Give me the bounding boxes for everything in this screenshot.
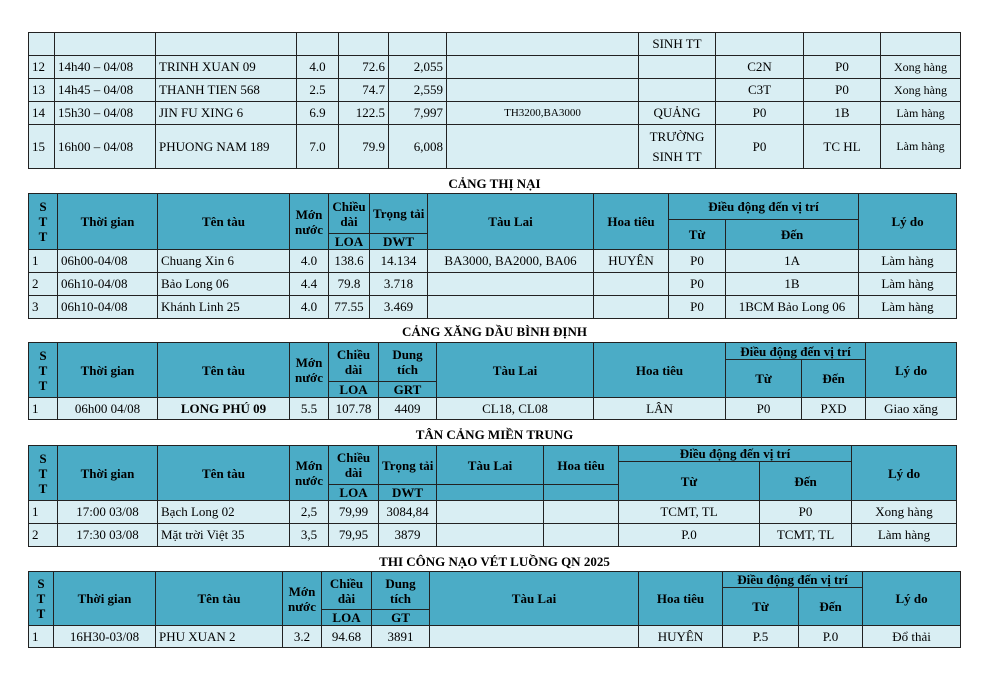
to-cell: P0: [760, 501, 852, 524]
capacity-unit-header: DWT: [379, 485, 437, 501]
capacity-header: Trọng tải: [370, 194, 428, 234]
draft-cell: 6.9: [297, 102, 339, 125]
reason-cell: Làm hàng: [852, 524, 957, 547]
from-cell: C2N: [716, 56, 804, 79]
ship-cell: Chuang Xin 6: [158, 250, 290, 273]
capacity-unit-header: DWT: [370, 234, 428, 250]
loa-cell: 79,95: [329, 524, 379, 547]
reason-cell: Xong hàng: [881, 56, 961, 79]
time-cell: 06h10-04/08: [58, 296, 158, 319]
move-header: Điều động đến vị trí: [726, 343, 866, 360]
draft-cell: 4.0: [290, 250, 329, 273]
draft-cell: 2,5: [290, 501, 329, 524]
section-title: THI CÔNG NẠO VÉT LUỒNG QN 2025: [379, 554, 610, 569]
tug-header-blank: [437, 485, 544, 501]
section-table: [28, 342, 957, 420]
stt-cell: 2: [29, 273, 58, 296]
draft-cell: 4.0: [290, 296, 329, 319]
from-header: Từ: [669, 220, 726, 250]
draft-header: Mớn nước: [283, 572, 322, 626]
draft-cell: 2.5: [297, 79, 339, 102]
time-cell: 06h00 04/08: [58, 398, 158, 420]
reason-header: Lý do: [859, 194, 957, 250]
pilot-line: TRƯỜNG: [649, 128, 705, 144]
to-header: Đến: [802, 360, 866, 398]
section-table: [28, 571, 961, 648]
stt-cell: 13: [29, 79, 55, 102]
pilot-cell: [639, 79, 716, 102]
to-header: Đến: [726, 220, 859, 250]
draft-header: Mớn nước: [290, 343, 329, 398]
length-header: Chiều dài: [322, 572, 372, 610]
from-cell: P0: [716, 125, 804, 169]
time-cell: 16H30-03/08: [54, 626, 156, 648]
to-cell: P0: [804, 79, 881, 102]
stt-cell: 3: [29, 296, 58, 319]
from-cell: TCMT, TL: [619, 501, 760, 524]
pilot-cell: [639, 125, 716, 169]
move-header: Điều động đến vị trí: [619, 446, 852, 462]
tug-cell: BA3000, BA2000, BA06: [428, 250, 594, 273]
loa-cell: 79,99: [329, 501, 379, 524]
from-header: Từ: [723, 588, 799, 626]
time-cell: 15h30 – 04/08: [55, 102, 156, 125]
section-title: CẢNG THỊ NẠI: [448, 176, 541, 191]
loa-cell: 138.6: [329, 250, 370, 273]
draft-cell: 4.4: [290, 273, 329, 296]
ship-header: Tên tàu: [158, 446, 290, 501]
reason-cell: Xong hàng: [852, 501, 957, 524]
tug-header: Tàu Lai: [437, 343, 594, 398]
reason-cell: Làm hàng: [859, 250, 957, 273]
pilot-cell: LÂN: [594, 398, 726, 420]
to-cell: P.0: [799, 626, 863, 648]
stt-cell: 1: [29, 398, 58, 420]
stt-header: S T T: [29, 343, 58, 398]
capacity-unit-header: GT: [372, 610, 430, 626]
stt-cell: 1: [29, 501, 58, 524]
capacity-header: Trọng tải: [379, 446, 437, 485]
from-cell: P0: [669, 250, 726, 273]
from-cell: P0: [669, 296, 726, 319]
reason-cell: Xong hàng: [881, 79, 961, 102]
ship-cell: Khánh Linh 25: [158, 296, 290, 319]
pilot-cell: [594, 296, 669, 319]
reason-cell: Giao xăng: [866, 398, 957, 420]
ship-header: Tên tàu: [158, 194, 290, 250]
section-title: CẢNG XĂNG DẦU BÌNH ĐỊNH: [402, 324, 587, 339]
to-cell: PXD: [802, 398, 866, 420]
table-row: [29, 33, 961, 56]
tug-cell: [447, 125, 639, 169]
capacity-cell: 3891: [372, 626, 430, 648]
stt-cell: 14: [29, 102, 55, 125]
capacity-header: Dung tích: [379, 343, 437, 382]
top-schedule-table: [28, 32, 961, 169]
from-header: Từ: [619, 462, 760, 501]
from-header: Từ: [726, 360, 802, 398]
draft-cell: 3.2: [283, 626, 322, 648]
loa-cell: 122.5: [339, 102, 389, 125]
tug-cell: [437, 524, 544, 547]
stt-cell: 1: [29, 626, 54, 648]
tug-cell: [428, 273, 594, 296]
pilot-cell: HUYÊN: [594, 250, 669, 273]
move-header: Điều động đến vị trí: [669, 194, 859, 220]
length-header: Chiều dài: [329, 446, 379, 485]
from-cell: C3T: [716, 79, 804, 102]
length-header: Chiều dài: [329, 194, 370, 234]
to-cell: 1A: [726, 250, 859, 273]
pilot-header: Hoa tiêu: [544, 446, 619, 485]
reason-header: Lý do: [852, 446, 957, 501]
reason-cell: Làm hàng: [859, 273, 957, 296]
pilot-line: SINH TT: [652, 148, 702, 164]
time-header: Thời gian: [58, 194, 158, 250]
time-cell: 14h40 – 04/08: [55, 56, 156, 79]
to-cell: 1B: [726, 273, 859, 296]
stt-header: S T T: [29, 446, 58, 501]
pilot-cell: [544, 524, 619, 547]
time-cell: 17:30 03/08: [58, 524, 158, 547]
tug-cell: [437, 501, 544, 524]
pilot-cell: [639, 56, 716, 79]
reason-cell: Đổ thải: [863, 626, 961, 648]
tug-cell: TH3200,BA3000: [447, 102, 639, 125]
table-row: [29, 501, 957, 524]
loa-cell: 107.78: [329, 398, 379, 420]
reason-cell: Làm hàng: [881, 102, 961, 125]
from-cell: P.5: [723, 626, 799, 648]
capacity-cell: 4409: [379, 398, 437, 420]
time-header: Thời gian: [58, 343, 158, 398]
table-row: [29, 250, 957, 273]
ship-cell: JIN FU XING 6: [156, 102, 297, 125]
to-cell: 1BCM Bảo Long 06: [726, 296, 859, 319]
table-row: [29, 398, 957, 420]
loa-cell: 79.9: [339, 125, 389, 169]
dwt-cell: 2,055: [389, 56, 447, 79]
capacity-cell: 3084,84: [379, 501, 437, 524]
loa-header: LOA: [322, 610, 372, 626]
loa-header: LOA: [329, 234, 370, 250]
ship-cell: Bảo Long 06: [158, 273, 290, 296]
ship-cell: Mặt trời Việt 35: [158, 524, 290, 547]
draft-cell: 5.5: [290, 398, 329, 420]
pilot-header: Hoa tiêu: [639, 572, 723, 626]
capacity-cell: 3.469: [370, 296, 428, 319]
capacity-cell: 14.134: [370, 250, 428, 273]
ship-cell: TRINH XUAN 09: [156, 56, 297, 79]
ship-cell: LONG PHÚ 09: [158, 398, 290, 420]
time-header: Thời gian: [58, 446, 158, 501]
ship-cell: THANH TIEN 568: [156, 79, 297, 102]
stt-cell: 15: [29, 125, 55, 169]
loa-cell: 94.68: [322, 626, 372, 648]
pilot-cell: [544, 501, 619, 524]
stt-header: S T T: [29, 572, 54, 626]
ship-cell: Bạch Long 02: [158, 501, 290, 524]
move-header: Điều động đến vị trí: [723, 572, 863, 588]
to-header: Đến: [760, 462, 852, 501]
loa-header: LOA: [329, 485, 379, 501]
from-cell: P.0: [619, 524, 760, 547]
time-cell: 16h00 – 04/08: [55, 125, 156, 169]
table-row: [29, 273, 957, 296]
ship-header: Tên tàu: [156, 572, 283, 626]
pilot-cell: [594, 273, 669, 296]
dwt-cell: 2,559: [389, 79, 447, 102]
tug-cell: [447, 56, 639, 79]
to-cell: TC HL: [804, 125, 881, 169]
time-cell: 06h10-04/08: [58, 273, 158, 296]
pilot-cell: HUYÊN: [639, 626, 723, 648]
draft-header: Mớn nước: [290, 446, 329, 501]
tug-cell: CL18, CL08: [437, 398, 594, 420]
loa-cell: 77.55: [329, 296, 370, 319]
time-cell: 06h00-04/08: [58, 250, 158, 273]
draft-cell: 4.0: [297, 56, 339, 79]
section-table: [28, 193, 957, 319]
time-cell: 14h45 – 04/08: [55, 79, 156, 102]
tug-cell: [428, 296, 594, 319]
loa-header: LOA: [329, 382, 379, 398]
pilot-cell: QUẢNG: [639, 102, 716, 125]
reason-header: Lý do: [863, 572, 961, 626]
from-cell: P0: [669, 273, 726, 296]
draft-cell: 3,5: [290, 524, 329, 547]
stt-header: S T T: [29, 194, 58, 250]
table-row: [29, 296, 957, 319]
draft-cell: 7.0: [297, 125, 339, 169]
loa-cell: 79.8: [329, 273, 370, 296]
section-title: TÂN CẢNG MIỀN TRUNG: [415, 427, 574, 442]
capacity-header: Dung tích: [372, 572, 430, 610]
from-cell: P0: [716, 102, 804, 125]
capacity-cell: 3.718: [370, 273, 428, 296]
section-table: [28, 445, 957, 547]
tug-header: Tàu Lai: [428, 194, 594, 250]
from-cell: P0: [726, 398, 802, 420]
dwt-cell: 6,008: [389, 125, 447, 169]
table-row: [29, 125, 961, 169]
table-row: [29, 102, 961, 125]
dwt-cell: 7,997: [389, 102, 447, 125]
pilot-header-blank: [544, 485, 619, 501]
reason-cell: Làm hàng: [859, 296, 957, 319]
time-cell: 17:00 03/08: [58, 501, 158, 524]
tug-header: Tàu Lai: [437, 446, 544, 485]
to-cell: P0: [804, 56, 881, 79]
loa-cell: 72.6: [339, 56, 389, 79]
table-row: [29, 524, 957, 547]
ship-header: Tên tàu: [158, 343, 290, 398]
loa-cell: 74.7: [339, 79, 389, 102]
tug-header: Tàu Lai: [430, 572, 639, 626]
stt-cell: 1: [29, 250, 58, 273]
pilot-header: Hoa tiêu: [594, 194, 669, 250]
table-row: [29, 79, 961, 102]
tug-cell: [430, 626, 639, 648]
to-cell: TCMT, TL: [760, 524, 852, 547]
capacity-unit-header: GRT: [379, 382, 437, 398]
table-row: [29, 56, 961, 79]
reason-header: Lý do: [866, 343, 957, 398]
pilot-cell: SINH TT: [639, 33, 716, 56]
pilot-header: Hoa tiêu: [594, 343, 726, 398]
table-row: [29, 626, 961, 648]
draft-header: Mớn nước: [290, 194, 329, 250]
length-header: Chiều dài: [329, 343, 379, 382]
to-cell: 1B: [804, 102, 881, 125]
ship-cell: PHU XUAN 2: [156, 626, 283, 648]
stt-cell: 12: [29, 56, 55, 79]
ship-cell: PHUONG NAM 189: [156, 125, 297, 169]
capacity-cell: 3879: [379, 524, 437, 547]
stt-cell: 2: [29, 524, 58, 547]
time-header: Thời gian: [54, 572, 156, 626]
to-header: Đến: [799, 588, 863, 626]
tug-cell: [447, 79, 639, 102]
reason-cell: Làm hàng: [881, 125, 961, 169]
